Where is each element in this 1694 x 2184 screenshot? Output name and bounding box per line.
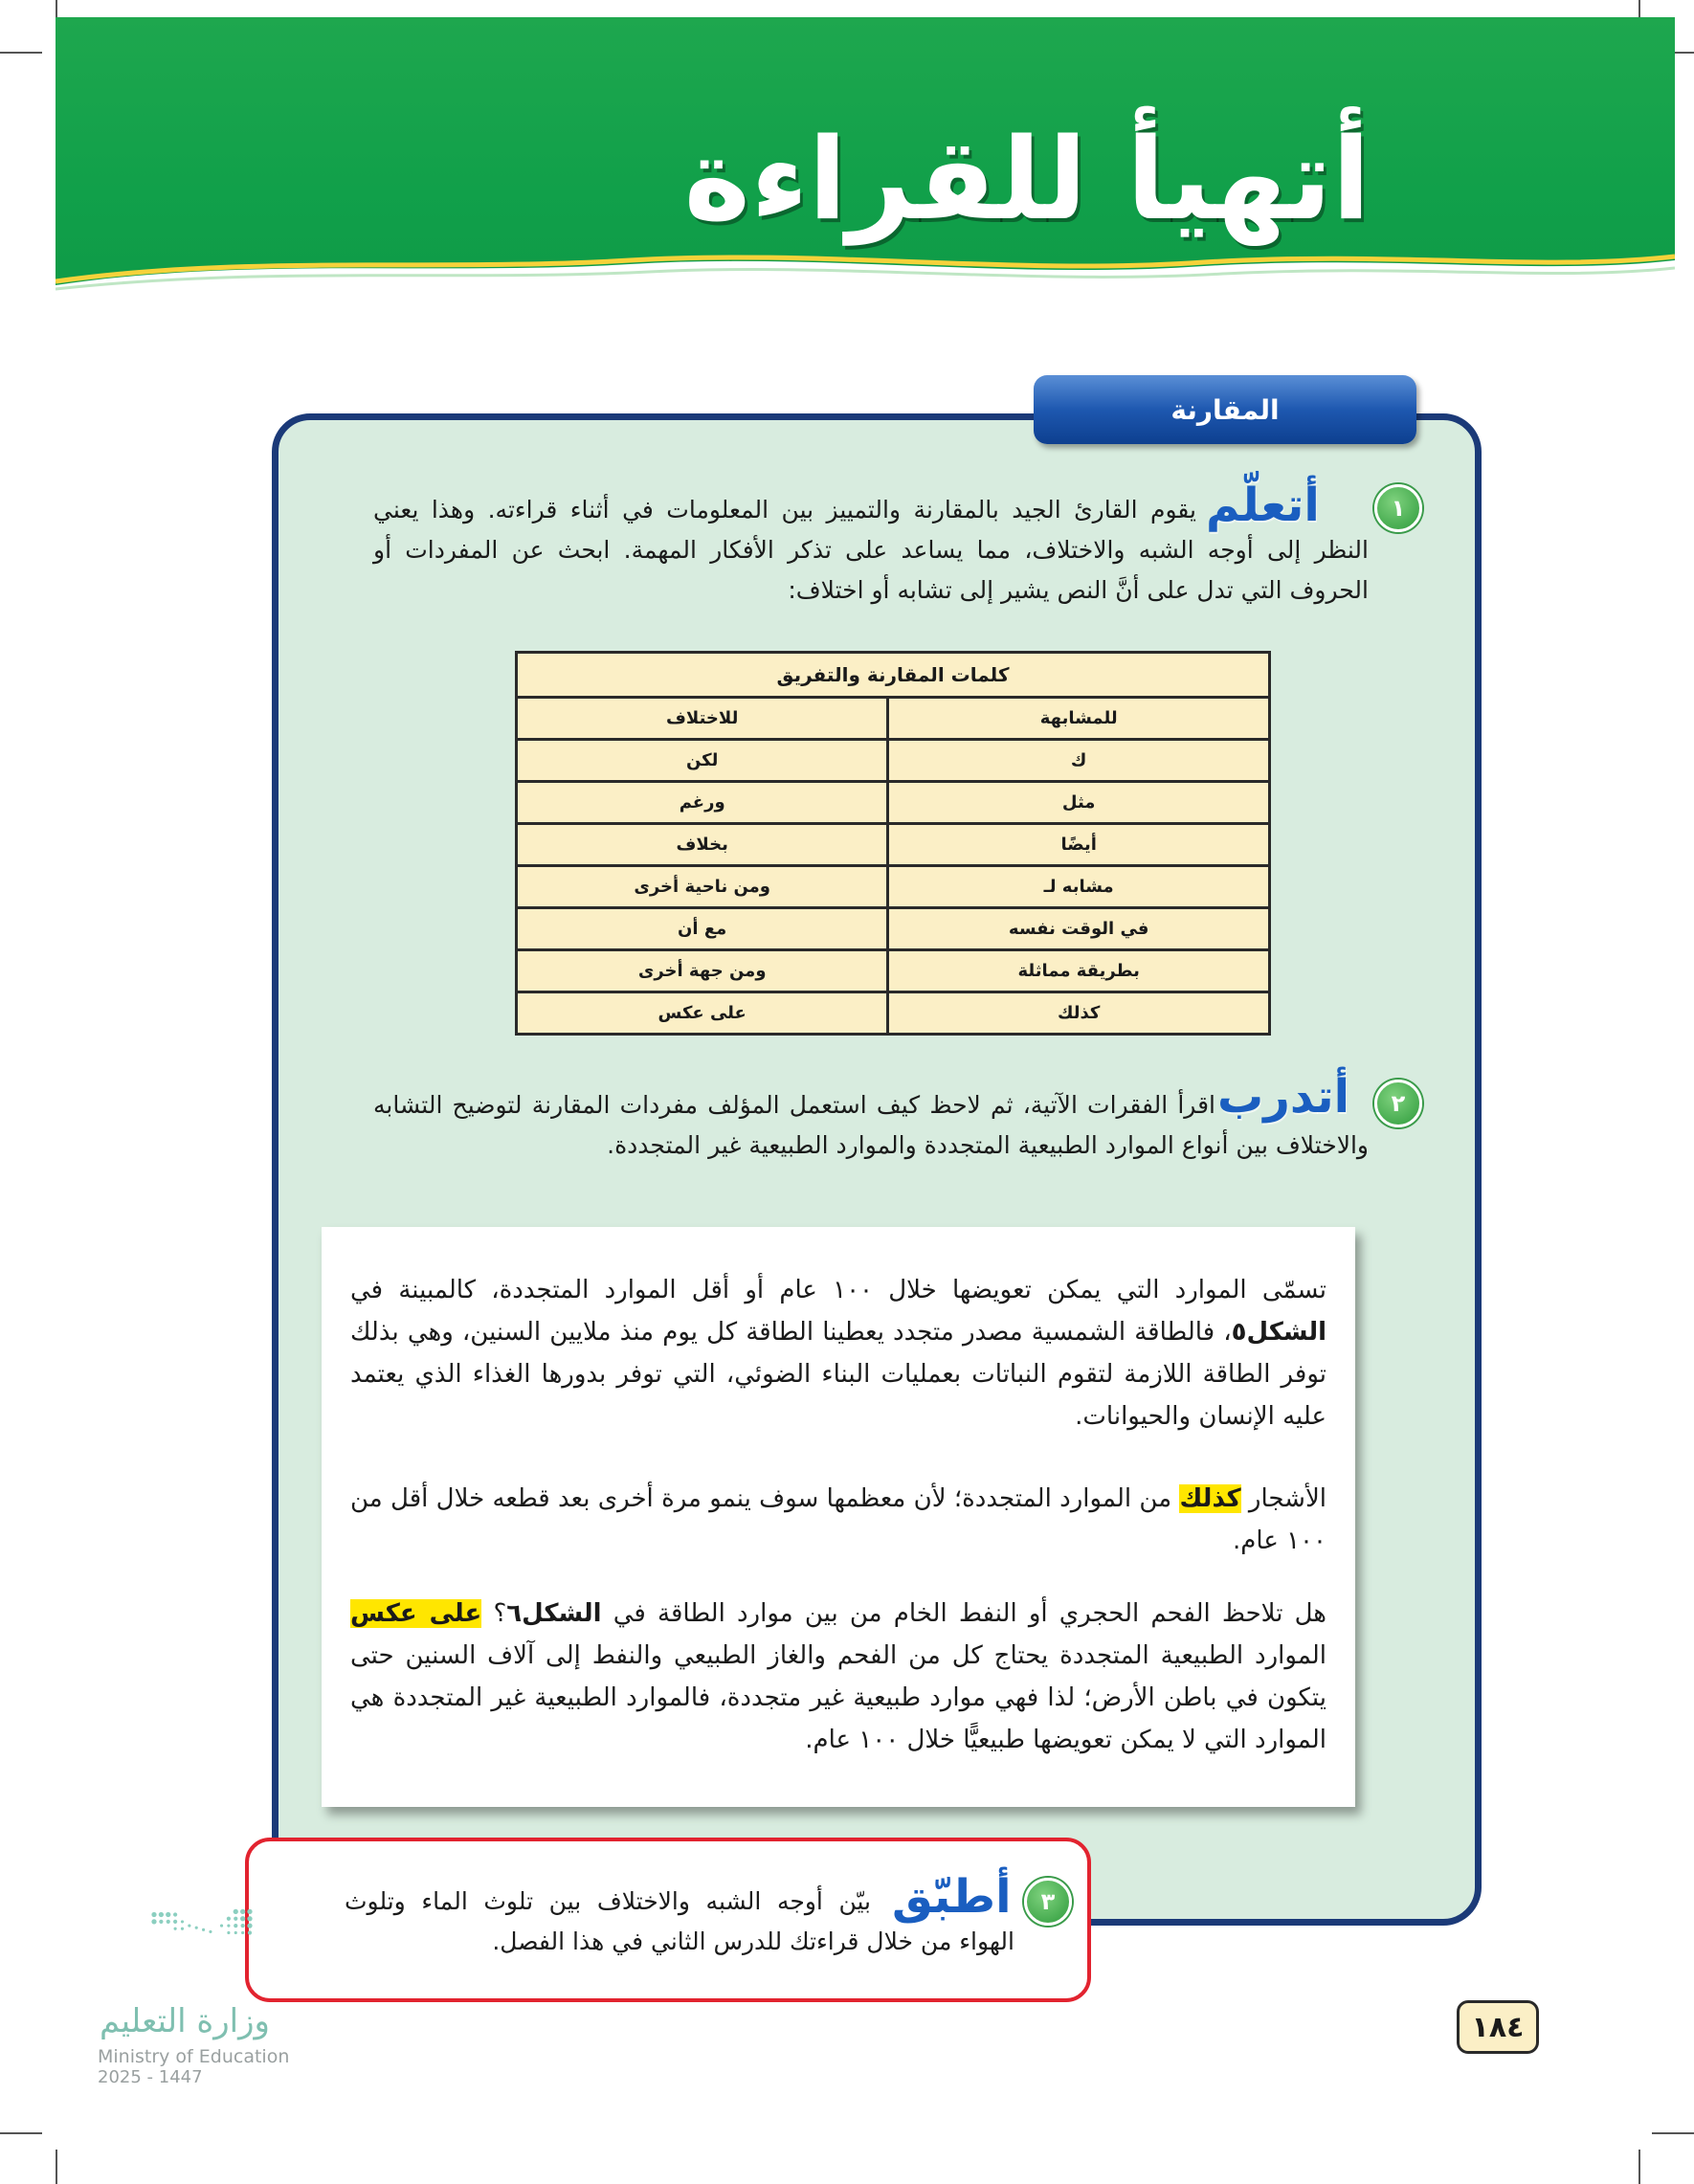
step-number: ٢	[1391, 1090, 1406, 1117]
figure-ref: الشكل٦	[506, 1599, 602, 1628]
table-cell-similar: مثل	[888, 782, 1270, 824]
table-cell-similar: مشابه لـ	[888, 866, 1270, 908]
section-label: المقارنة	[1170, 393, 1280, 426]
table-cell-different: بخلاف	[517, 824, 888, 866]
step-number: ٣	[1040, 1888, 1056, 1915]
table-row	[517, 740, 1270, 782]
header-banner	[56, 17, 1675, 304]
table-cell-similar: بطريقة مماثلة	[888, 950, 1270, 992]
reading-paragraph-1: تسمّى الموارد التي يمكن تعويضها خلال ١٠٠ عام أو أقل الموارد المتجددة، كالمبينة في الشكل٥، فالطاقة الشمسية مصدر متجدد يعطينا الطاقة كل يوم منذ ملايين السنين، وهي بذلك توفر الطاقة اللازمة لتقوم النباتات بعمليات البناء الضوئي، التي توفر بدورها الغذاء الذي يعتمد عليه الإنسان والحيوانات.	[350, 1276, 1326, 1431]
table-row	[517, 824, 1270, 866]
table-cell-different: على عكس	[517, 992, 888, 1035]
table-header-different: للاختلاف	[517, 698, 888, 740]
table-cell-different: مع أن	[517, 908, 888, 950]
crop-mark	[0, 52, 42, 54]
reading-paragraph-2: الأشجار كذلك من الموارد المتجددة؛ لأن معظمها سوف ينمو مرة أخرى بعد قطعه خلال أقل من ١٠٠ عام.	[350, 1484, 1327, 1555]
page-title: أتهيأ للقراءة	[683, 113, 1371, 245]
comparison-table	[515, 651, 1271, 1036]
page-number: ١٨٤	[1457, 2000, 1539, 2054]
table-cell-similar: أيضًا	[888, 824, 1270, 866]
apply-label: أطبّق	[892, 1870, 1012, 1924]
section-tab	[1034, 375, 1416, 444]
step-badge-3	[1024, 1878, 1072, 1926]
step-number: ١	[1391, 495, 1406, 522]
crop-mark	[0, 2132, 42, 2134]
learn-paragraph: يقوم القارئ الجيد بالمقارنة والتمييز بين المعلومات في أثناء قراءته. وهذا يعني النظر إلى أوجه الشبه والاختلاف، مما يساعد على تذكر الأفكار المهمة. ابحث عن المفردات أو الحروف التي تدل على أنَّ النص يشير إلى تشابه أو اختلاف:	[373, 496, 1369, 604]
table-title: كلمات المقارنة والتفريق	[517, 653, 1270, 698]
practice-paragraph: اقرأ الفقرات الآتية، ثم لاحظ كيف استعمل المؤلف مفردات المقارنة لتوضيح التشابه والاختلاف بين أنواع الموارد الطبيعية المتجددة والموارد الطبيعية غير المتجددة.	[373, 1091, 1369, 1159]
table-row	[517, 782, 1270, 824]
table-cell-different: ومن جهة أخرى	[517, 950, 888, 992]
table-header-similar: للمشابهة	[888, 698, 1270, 740]
highlighted-word: كذلك	[1179, 1484, 1241, 1513]
crop-mark	[1638, 2150, 1640, 2184]
ministry-name-en: Ministry of Education	[98, 2046, 290, 2067]
ministry-logo-icon	[92, 1905, 312, 2000]
table-row	[517, 992, 1270, 1035]
reading-paragraph-3: هل تلاحظ الفحم الحجري أو النفط الخام من بين موارد الطاقة في الشكل٦؟ على عكس الموارد الطبيعية المتجددة يحتاج كل من الفحم والغاز الطبيعي والنفط إلى آلاف السنين حتى يتكون في باطن الأرض؛ لذا فهي موارد طبيعية غير متجددة، فالموارد الطبيعية غير المتجددة هي الموارد التي لا يمكن تعويضها طبيعيًّا خلال ١٠٠ عام.	[350, 1599, 1326, 1754]
table-row	[517, 908, 1270, 950]
table-cell-different: ومن ناحية أخرى	[517, 866, 888, 908]
table-cell-different: ورغم	[517, 782, 888, 824]
ministry-year: 2025 - 1447	[98, 2067, 203, 2087]
step-badge-1	[1374, 484, 1422, 532]
wave-decoration	[56, 247, 1675, 304]
apply-paragraph: بيّن أوجه الشبه والاختلاف بين تلوث الماء وتلوث الهواء من خلال قراءتك للدرس الثاني في هذا الفصل.	[345, 1887, 1014, 1955]
table-cell-different: لكن	[517, 740, 888, 782]
learn-label: أتعلّم	[1206, 479, 1320, 532]
crop-mark	[1652, 2132, 1694, 2134]
table-cell-similar: في الوقت نفسه	[888, 908, 1270, 950]
crop-mark	[56, 2150, 57, 2184]
step-badge-2	[1374, 1080, 1422, 1127]
table-cell-similar: كذلك	[888, 992, 1270, 1035]
reading-box	[322, 1227, 1355, 1807]
practice-label: أتدرب	[1217, 1070, 1350, 1124]
ministry-name-ar: وزارة التعليم	[100, 2002, 270, 2040]
table-row	[517, 950, 1270, 992]
highlighted-word: على عكس	[350, 1599, 482, 1628]
figure-ref: الشكل٥	[1231, 1318, 1326, 1347]
table-row	[517, 866, 1270, 908]
table-cell-similar: ك	[888, 740, 1270, 782]
